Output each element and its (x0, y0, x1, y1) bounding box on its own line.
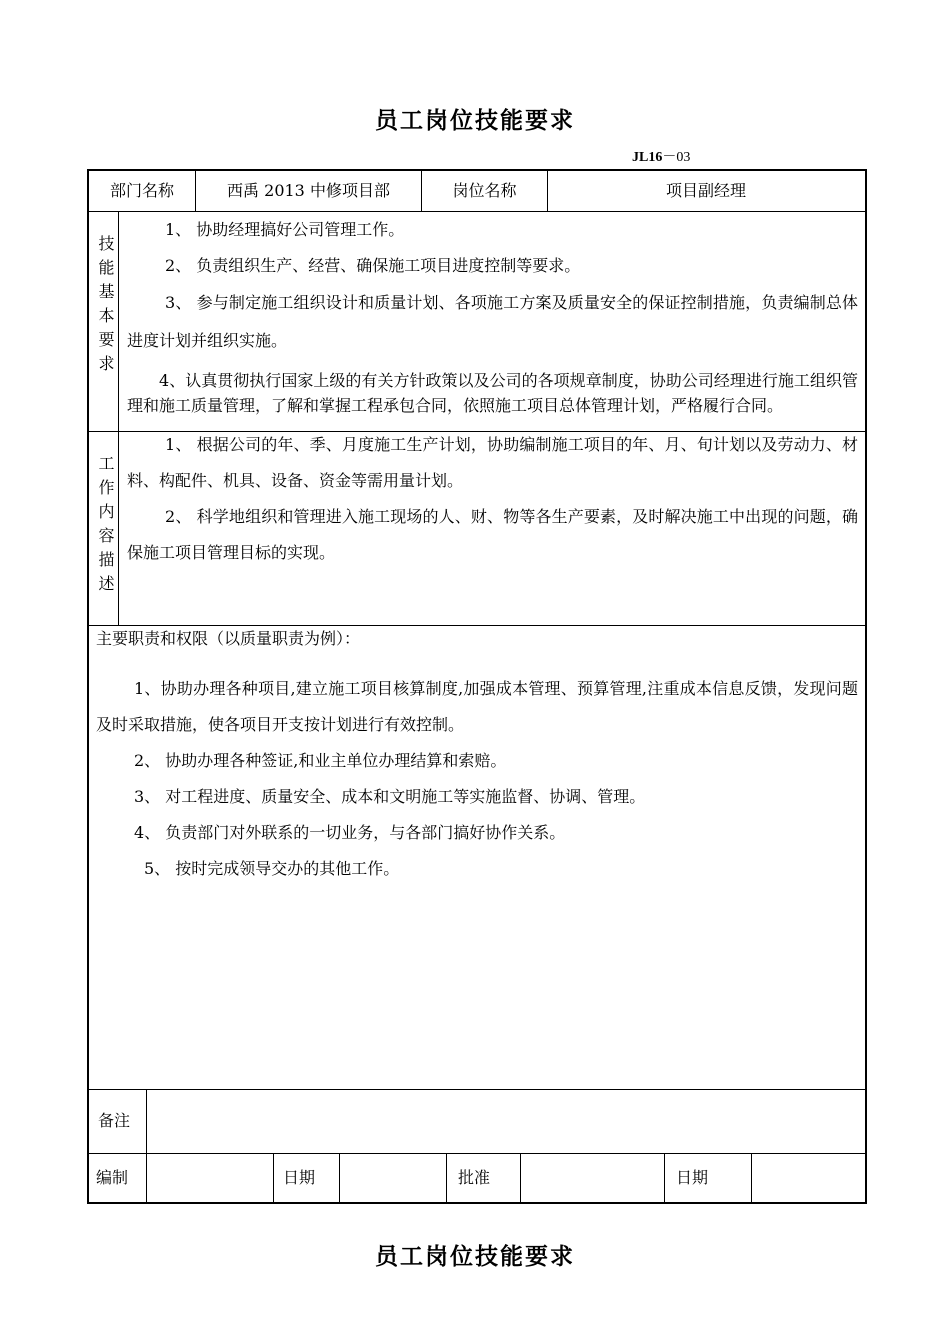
work-label: 工作内容描述 (98, 454, 115, 593)
date-label-1: 日期 (283, 1168, 316, 1187)
col-divider (273, 1153, 274, 1203)
duties-heading: 主要职责和权限（以质量职责为例）： (96, 629, 361, 648)
col-divider (520, 1153, 521, 1203)
compile-field[interactable] (148, 1155, 272, 1197)
post-label: 岗位名称 (452, 181, 517, 200)
duties-item: 5、 按时完成领导交办的其他工作。 (144, 859, 400, 878)
document-code (632, 146, 690, 166)
date-field-1[interactable] (341, 1155, 445, 1197)
skills-item: 1、 协助经理搞好公司管理工作。 (165, 220, 405, 239)
remark-field[interactable] (148, 1091, 864, 1152)
skills-label: 技能基本要求 (98, 234, 115, 373)
compile-label: 编制 (96, 1168, 129, 1187)
col-divider (146, 1089, 147, 1153)
post-value: 项目副经理 (665, 181, 746, 200)
date-label-2: 日期 (676, 1168, 709, 1187)
col-divider (446, 1153, 447, 1203)
row-divider (88, 1089, 866, 1090)
document-code-suffix: －03 (662, 150, 691, 165)
skills-item: 3、 参与制定施工组织设计和质量计划、各项施工方案及质量安全的保证控制措施，负责编制总体进度计划并组织实施。 (127, 293, 858, 350)
duties-item: 4、 负责部门对外联系的一切业务，与各部门搞好协作关系。 (134, 823, 566, 842)
dept-label: 部门名称 (109, 181, 174, 200)
approve-field[interactable] (522, 1155, 663, 1197)
approve-label: 批准 (458, 1168, 491, 1187)
work-item: 1、 根据公司的年、季、月度施工生产计划，协助编制施工项目的年、月、旬计划以及劳动力、材料、构配件、机具、设备、资金等需用量计划。 (127, 435, 858, 490)
duties-item: 3、 对工程进度、质量安全、成本和文明施工等实施监督、协调、管理。 (134, 787, 646, 806)
skills-content (127, 212, 858, 418)
skills-item: 4、认真贯彻执行国家上级的有关方针政策以及公司的各项规章制度，协助公司经理进行施工组织管理和施工质量管理，了解和掌握工程承包合同，依照施工项目总体管理计划，严格履行合同。 (127, 371, 858, 415)
duties-content (96, 671, 858, 887)
next-page-title: 员工岗位技能要求 (375, 1244, 575, 1270)
page-title: 员工岗位技能要求 (375, 108, 575, 134)
duties-item: 1、协助办理各种项目,建立施工项目核算制度,加强成本管理、预算管理,注重成本信息反馈，发现问题及时采取措施，使各项目开支按计划进行有效控制。 (96, 679, 858, 734)
work-item: 2、 科学地组织和管理进入施工现场的人、财、物等各生产要素，及时解决施工中出现的问题，确保施工项目管理目标的实现。 (127, 507, 858, 562)
col-divider (146, 1153, 147, 1203)
col-divider (664, 1153, 665, 1203)
skills-item: 2、 负责组织生产、经营、确保施工项目进度控制等要求。 (165, 256, 581, 275)
document-code-prefix: JL16 (632, 150, 663, 165)
duties-item: 2、 协助办理各种签证,和业主单位办理结算和索赔。 (134, 751, 507, 770)
dept-value: 西禹 2013 中修项目部 (227, 181, 390, 200)
col-divider (339, 1153, 340, 1203)
work-content (127, 427, 858, 571)
row-divider (88, 1153, 866, 1154)
col-divider (751, 1153, 752, 1203)
remark-label: 备注 (98, 1111, 131, 1130)
date-field-2[interactable] (753, 1155, 864, 1197)
